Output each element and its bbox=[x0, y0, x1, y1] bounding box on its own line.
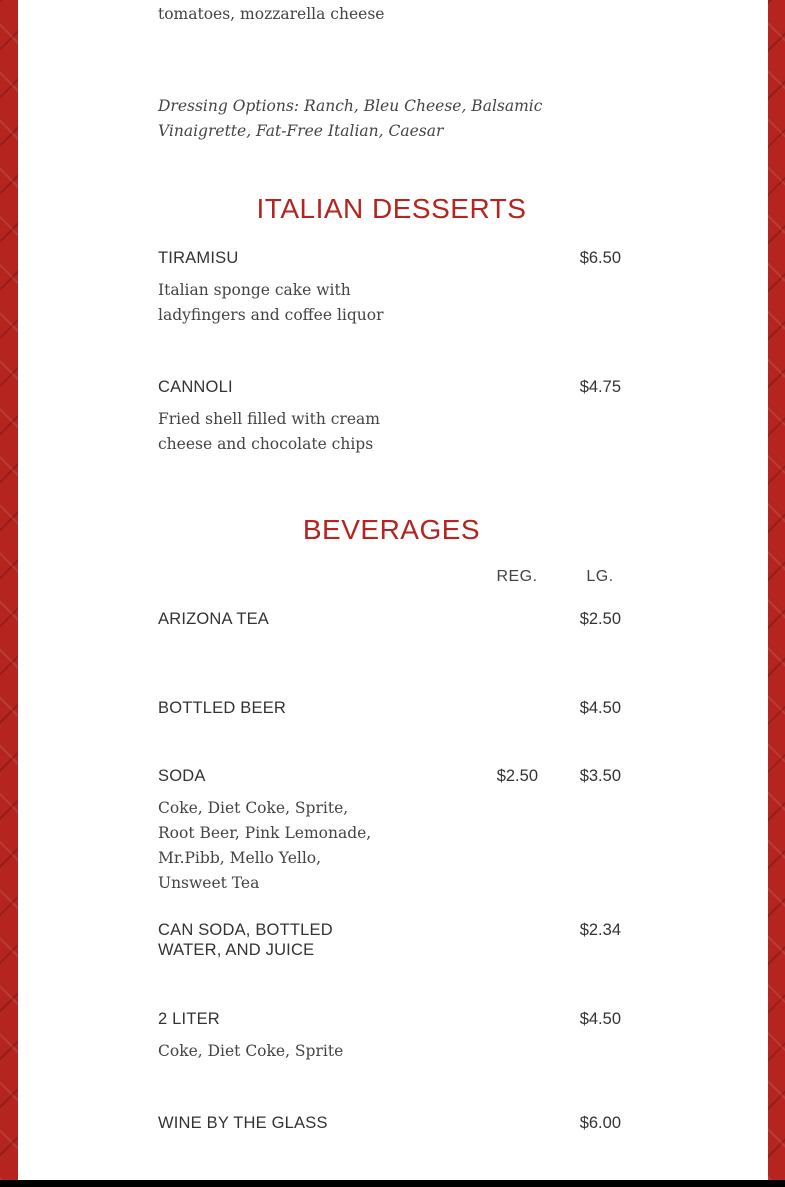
menu-item-name: 2 LITER bbox=[158, 1010, 220, 1028]
menu-page bbox=[18, 0, 768, 1180]
column-header-regular: REG. bbox=[496, 568, 538, 585]
menu-item-price-large: $2.34 bbox=[579, 921, 621, 939]
menu-item-price-large: $2.50 bbox=[579, 610, 621, 628]
menu-item-desc: Fried shell filled with cream cheese and chocolate chips bbox=[158, 410, 380, 453]
salad-desc-fragment: tomatoes, mozzarella cheese bbox=[158, 5, 385, 23]
bottom-edge bbox=[0, 1180, 785, 1187]
menu-item-name: CANNOLI bbox=[158, 378, 233, 396]
menu-item-desc: Coke, Diet Coke, Sprite, Root Beer, Pink Lemonade, Mr.Pibb, Mello Yello, Unsweet Tea bbox=[158, 799, 372, 892]
dressing-options-note: Dressing Options: Ranch, Bleu Cheese, Balsamic Vinaigrette, Fat-Free Italian, Caesar bbox=[158, 97, 543, 140]
menu-item-price-large: $3.50 bbox=[579, 767, 621, 785]
menu-item-price-large: $6.00 bbox=[579, 1114, 621, 1132]
section-title-desserts: ITALIAN DESSERTS bbox=[256, 193, 527, 224]
column-header-large: LG. bbox=[586, 568, 614, 585]
menu-item-name: TIRAMISU bbox=[158, 249, 239, 267]
menu-item-name: ARIZONA TEA bbox=[158, 610, 270, 628]
menu-item-name: CAN SODA, BOTTLED WATER, AND JUICE bbox=[158, 921, 333, 959]
menu-item-desc: Coke, Diet Coke, Sprite bbox=[158, 1042, 344, 1060]
menu-item-name: SODA bbox=[158, 767, 206, 785]
menu-item-price-large: $4.50 bbox=[579, 699, 621, 717]
menu-item-name: BOTTLED BEER bbox=[158, 699, 287, 717]
section-title-beverages: BEVERAGES bbox=[302, 514, 481, 545]
menu-item-name: WINE BY THE GLASS bbox=[158, 1114, 328, 1132]
menu-item-price-regular: $2.50 bbox=[496, 767, 538, 785]
menu-item-desc: Italian sponge cake with ladyfingers and coffee liquor bbox=[158, 281, 384, 324]
menu-item-price: $4.75 bbox=[579, 378, 621, 396]
menu-item-price: $6.50 bbox=[579, 249, 621, 267]
menu-item-price-large: $4.50 bbox=[579, 1010, 621, 1028]
